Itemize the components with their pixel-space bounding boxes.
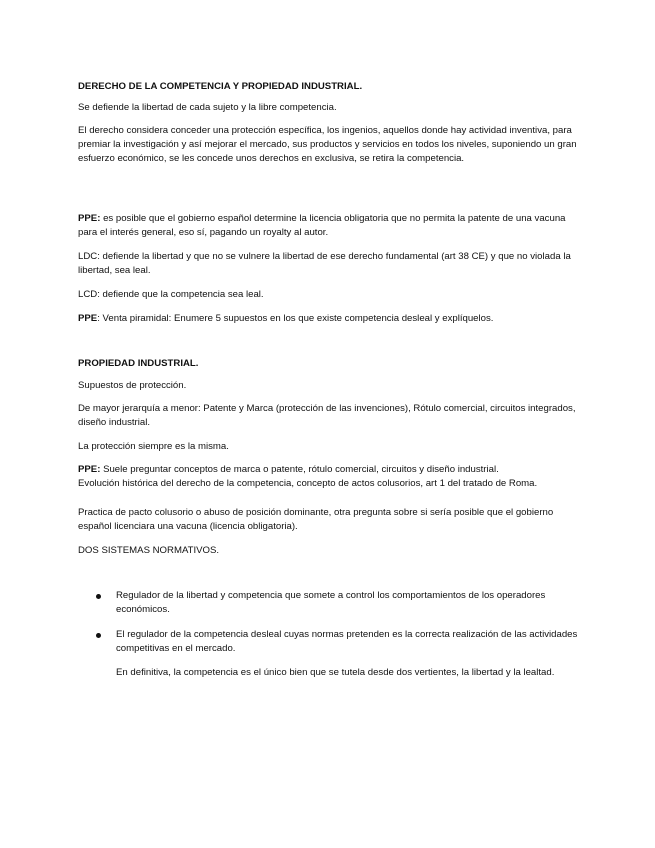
bullet-icon xyxy=(96,633,101,638)
paragraph-systems: DOS SISTEMAS NORMATIVOS. xyxy=(78,545,220,556)
ppe-note xyxy=(78,212,578,240)
bullet-icon xyxy=(96,594,101,599)
paragraph-ldc: LDC: defiende la libertad y que no se vulnere la libertad de ese derecho fundamental (art 38 CE) y que no violada la libertad, sea leal. xyxy=(78,251,571,276)
section-heading-competencia: DERECHO DE LA COMPETENCIA Y PROPIEDAD INDUSTRIAL. xyxy=(78,81,363,92)
paragraph: Supuestos de protección. xyxy=(78,380,187,391)
ppe-text: Suele preguntar conceptos de marca o patente, rótulo comercial, circuitos y diseño industrial. xyxy=(100,464,499,475)
list-item: El regulador de la competencia desleal cuyas normas pretenden es la correcta realización de las actividades competitivas en el mercado. xyxy=(116,629,578,654)
ppe-label: PPE: xyxy=(78,213,101,224)
paragraph: De mayor jerarquía a menor: Patente y Marca (protección de las invenciones), Rótulo comercial, circuitos integrados, diseño industrial. xyxy=(78,403,576,428)
ppe-label: PPE: xyxy=(78,464,101,475)
ppe-text: es posible que el gobierno español determine la licencia obligatoria que no permita la patente de una vacuna para el interés general, eso sí, pagando un royalty al autor. xyxy=(78,213,566,238)
paragraph: La protección siempre es la misma. xyxy=(78,441,229,452)
ppe-text: : Venta piramidal: Enumere 5 supuestos en los que existe competencia desleal y explíquelos. xyxy=(97,313,494,324)
paragraph: El derecho considera conceder una protección específica, los ingenios, aquellos donde hay actividad inventiva, para premiar la investigación y así mejorar el mercado, sus productos y servicios en todos los niveles, suponiendo un gran esfuerzo económico, se les concede unos derechos en exclusiva, se retira la competencia. xyxy=(78,125,577,164)
ppe-note xyxy=(78,463,578,477)
paragraph-conclusion: En definitiva, la competencia es el único bien que se tutela desde dos vertientes, la libertad y la lealtad. xyxy=(116,667,555,678)
paragraph-lcd: LCD: defiende que la competencia sea leal. xyxy=(78,289,264,300)
paragraph: Practica de pacto colusorio o abuso de posición dominante, otra pregunta sobre si sería posible que el gobierno español licenciara una vacuna (licencia obligatoria). xyxy=(78,507,554,532)
section-heading-propiedad: PROPIEDAD INDUSTRIAL. xyxy=(78,358,199,369)
ppe-label: PPE xyxy=(78,313,98,324)
paragraph: Evolución histórica del derecho de la competencia, concepto de actos colusorios, art 1 del tratado de Roma. xyxy=(78,478,538,489)
paragraph: Se defiende la libertad de cada sujeto y la libre competencia. xyxy=(78,102,337,113)
ppe-note xyxy=(78,312,578,326)
list-item: Regulador de la libertad y competencia que somete a control los comportamientos de los operadores económicos. xyxy=(116,590,546,615)
